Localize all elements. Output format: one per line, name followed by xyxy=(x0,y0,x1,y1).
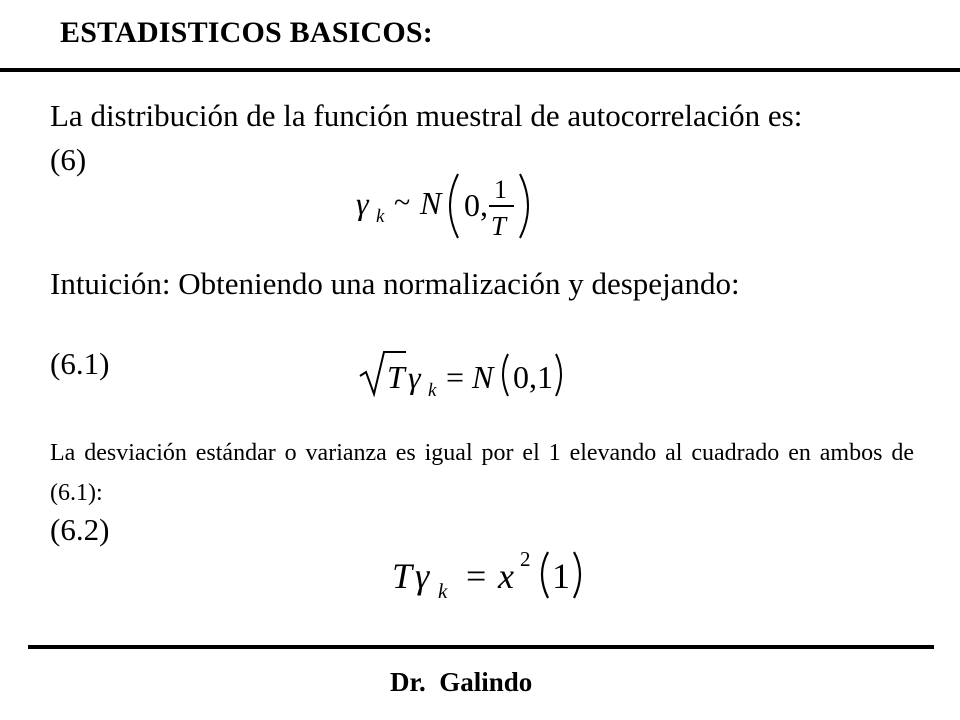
eq6-denominator: T xyxy=(491,211,507,241)
eq6-normal: N xyxy=(420,185,442,221)
eq6-numerator: 1 xyxy=(494,175,507,204)
eq61-subscript: k xyxy=(428,380,437,401)
eq62-equals: = xyxy=(466,556,487,596)
eq61-right-paren xyxy=(556,354,561,396)
footer-author: Dr. Galindo xyxy=(390,667,533,697)
eq62-gamma: γ xyxy=(415,556,430,596)
eq62-x: x xyxy=(498,556,514,596)
equation-6-2 xyxy=(388,546,592,608)
intuition-line: Intuición: Obteniendo una normalización y despejando: xyxy=(50,266,740,301)
equation-62-label: (6.2) xyxy=(50,512,110,547)
eq6-left-paren xyxy=(450,174,458,238)
eq6-right-paren xyxy=(520,174,528,238)
bottom-divider xyxy=(28,645,934,649)
eq6-mean: 0, xyxy=(464,187,488,223)
eq6-subscript: k xyxy=(376,206,385,227)
page-title: ESTADISTICOS BASICOS: xyxy=(60,16,433,49)
eq61-args: 0,1 xyxy=(513,359,553,395)
eq61-sqrt-arg: T xyxy=(387,359,405,395)
eq61-normal: N xyxy=(472,359,494,395)
eq6-gamma: γ xyxy=(356,185,369,221)
eq62-arg: 1 xyxy=(552,556,570,596)
intro-line: La distribución de la función muestral de autocorrelación es: xyxy=(50,98,803,133)
eq62-t: T xyxy=(392,556,413,596)
eq61-gamma: γ xyxy=(408,359,421,395)
eq62-subscript: k xyxy=(438,579,448,603)
eq61-left-paren xyxy=(503,354,508,396)
equation-61-label: (6.1) xyxy=(50,346,110,381)
equation-6-label: (6) xyxy=(50,142,87,177)
top-divider xyxy=(0,68,960,72)
eq6-tilde: ~ xyxy=(394,186,411,219)
eq61-equals: = xyxy=(446,359,465,395)
equation-6 xyxy=(350,164,540,248)
eq62-right-paren xyxy=(574,552,580,598)
eq62-left-paren xyxy=(542,552,548,598)
equation-6-1 xyxy=(358,346,572,402)
eq62-superscript: 2 xyxy=(520,547,531,571)
variance-paragraph: La desviación estándar o varianza es igual por el 1 elevando al cuadrado en ambos de (6.1): xyxy=(50,440,914,506)
